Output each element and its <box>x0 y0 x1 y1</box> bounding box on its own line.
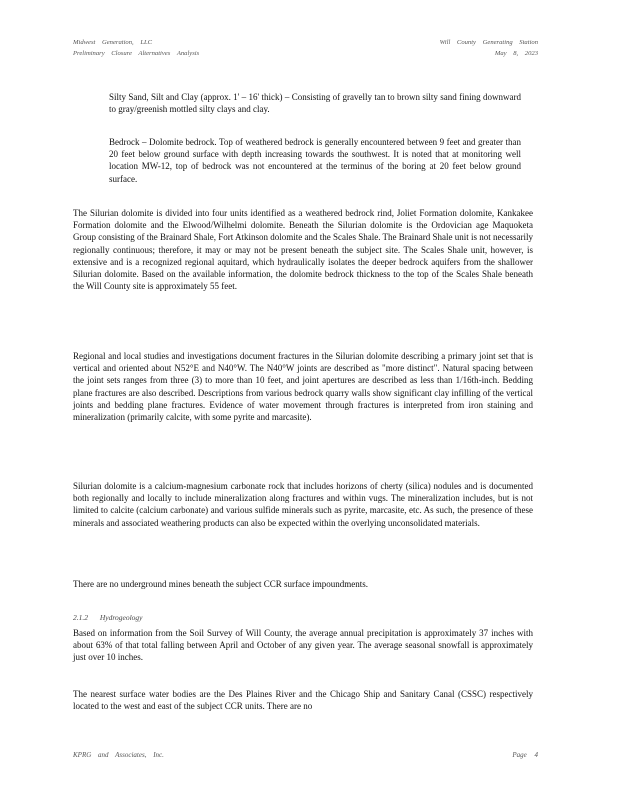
section-heading <box>73 613 143 622</box>
paragraph-fractures: Regional and local studies and investigations document fractures in the Silurian dolomite describing a primary joint set that is vertical and oriented about N52°E and N40°W. The N40°W joints are described as "more distinct". Natural spacing between the joint sets ranges from three (3) to more than 10 feet, and joint apertures are described as less than 1/16th-inch. Bedding plane fractures are also described. Descriptions from various bedrock quarry walls show significant clay infilling of the vertical joints and bedding plane fractures. Evidence of water movement through fractures is interpreted from iron staining and mineralization (primarily calcite, with some pyrite and marcasite). <box>73 351 533 423</box>
footer-company: KPRG and Associates, Inc. <box>73 751 164 759</box>
paragraph-mineralization: Silurian dolomite is a calcium-magnesium carbonate rock that includes horizons of cherty (silica) nodules and is documented both regionally and locally to include mineralization along fractures and within vugs. The mineralization includes, but is not limited to calcite (calcium carbonate) and various sulfide minerals such as pyrite, marcasite, etc. As such, the presence of these minerals and associated weathering products can also be expected within the overlying unconsolidated materials. <box>73 481 533 528</box>
paragraph-silurian-units: The Silurian dolomite is divided into four units identified as a weathered bedrock rind, Joliet Formation dolomite, Kankakee Formation dolomite and the Elwood/Wilhelmi dolomite. Beneath the Silurian dolomite is the Ordovician age Maquoketa Group consisting of the Brainard Shale, Fort Atkinson dolomite and the Scales Shale. The Brainard Shale unit is not necessarily regionally continuous; therefore, it may or may not be present beneath the subject site. The Scales Shale unit, however, is extensive and is a recognized regional aquitard, which hydraulically isolates the deeper bedrock aquifers from the shallower Silurian dolomite. Based on the available information, the dolomite bedrock thickness to the top of the Scales Shale beneath the Will County site is approximately 55 feet. <box>73 208 534 292</box>
header-report-title: Preliminary Closure Alternatives Analysis <box>73 50 200 57</box>
header-left <box>73 37 273 59</box>
paragraph-precipitation: Based on information from the Soil Survey of Will County, the average annual precipitation is approximately 37 inches with about 63% of that total falling between April and October of any given year. The average seasonal snowfall is approximately just over 10 inches. <box>73 628 533 663</box>
bullet-silty-sand: Silty Sand, Silt and Clay (approx. 1' – 16' thick) – Consisting of gravelly tan to brown silty sand fining downward to gray/greenish mottled silty clays and clay. <box>109 92 521 115</box>
section-title: Hydrogeology <box>99 613 143 622</box>
header-date: May 8, 2023 <box>494 50 538 57</box>
section-number: 2.1.2 <box>73 613 88 622</box>
paragraph-surface-water: The nearest surface water bodies are the Des Plaines River and the Chicago Ship and Sanitary Canal (CSSC) respectively located to the west and east of the subject CCR units. There are no <box>73 689 533 712</box>
header-right <box>338 37 538 59</box>
footer-page-number: Page 4 <box>512 751 538 759</box>
paragraph-mines: There are no underground mines beneath the subject CCR surface impoundments. <box>73 579 369 589</box>
header-site: Will County Generating Station <box>439 39 538 46</box>
header-company: Midwest Generation, LLC <box>73 39 153 46</box>
bullet-bedrock: Bedrock – Dolomite bedrock. Top of weathered bedrock is generally encountered between 9 feet and greater than 20 feet below ground surface with depth increasing towards the southwest. It is noted that at monitoring well location MW-12, top of bedrock was not encountered at the terminus of the boring at 20 feet below ground surface. <box>109 137 521 184</box>
